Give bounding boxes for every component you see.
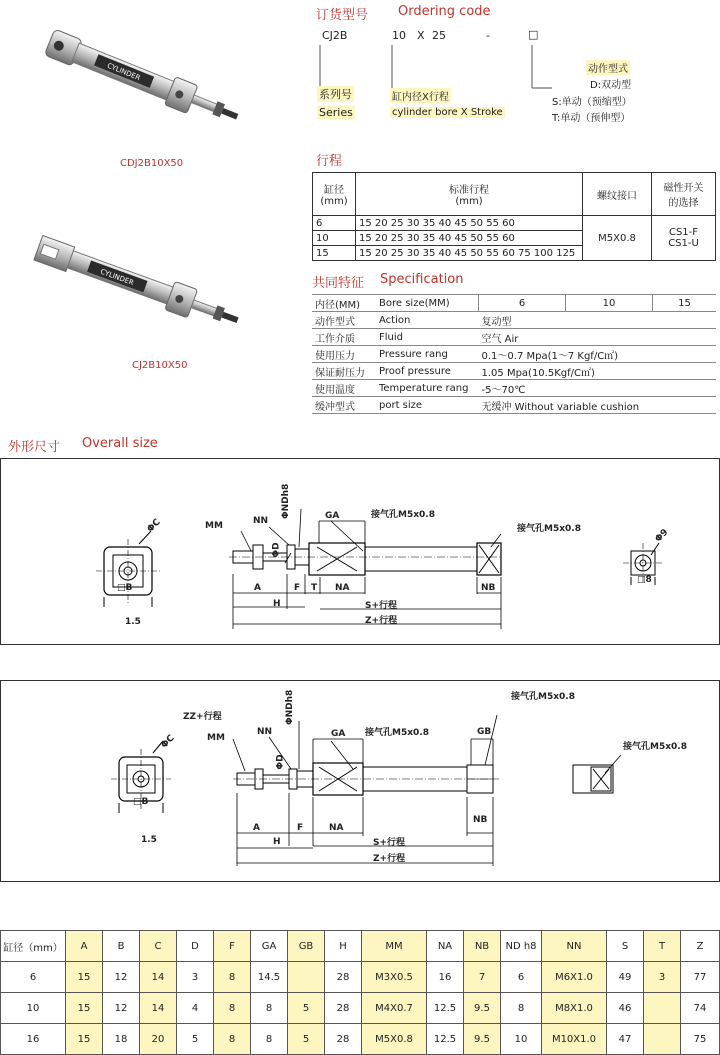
spec-en: Action <box>376 312 479 329</box>
stroke-h-switch1: 磁性开关 <box>663 183 704 194</box>
action-d: D:双动型 <box>590 80 632 91</box>
series-label-en: Series <box>319 106 353 119</box>
dims-header: NB <box>464 931 501 962</box>
dims-cell: 77 <box>681 962 720 993</box>
dim-H-2: H <box>273 837 281 847</box>
dims-cell: 6 <box>1 962 66 993</box>
dims-cell <box>288 962 325 993</box>
cylinder-side-view <box>229 543 501 575</box>
photo-caption-2: CJ2B10X50 <box>132 360 188 371</box>
dim-NN-2: NN <box>257 727 273 737</box>
spec-table <box>312 294 716 414</box>
stroke-row-strokes: 15 20 25 30 35 40 45 50 55 60 75 100 125 <box>356 246 583 261</box>
dimension-table <box>0 930 720 1055</box>
spec-en: Temperature rang <box>376 380 479 397</box>
stroke-switch2: CS1-U <box>668 238 699 249</box>
dims-cell: 46 <box>607 993 644 1024</box>
svg-text:CYLINDER: CYLINDER <box>106 61 142 83</box>
dims-cell: 9.5 <box>464 1024 501 1055</box>
dims-cell: 47 <box>607 1024 644 1055</box>
stroke-h-switch2: 的选择 <box>668 198 699 209</box>
stroke-row-bore: 10 <box>313 231 356 246</box>
dims-cell <box>644 993 681 1024</box>
spec-title-cn: 共同特征 <box>312 276 365 291</box>
dims-cell: 3 <box>644 962 681 993</box>
dims-cell: 20 <box>140 1024 177 1055</box>
dims-cell: 49 <box>607 962 644 993</box>
stroke-port: M5X0.8 <box>583 216 652 261</box>
dim-port2-2: 接气孔M5x0.8 <box>511 692 575 702</box>
dims-cell: 8 <box>214 962 251 993</box>
dim-MM-2: MM <box>207 733 225 743</box>
dim-NN: NN <box>253 516 269 526</box>
dims-row <box>1 993 720 1024</box>
dimension-lines-1 <box>233 509 501 629</box>
bore-label-cn: 缸内径X行程 <box>390 88 451 103</box>
spec-en: Fluid <box>376 329 479 346</box>
dims-cell: 12 <box>103 993 140 1024</box>
dims-cell: 8 <box>251 993 288 1024</box>
dims-header: B <box>103 931 140 962</box>
dims-header: H <box>325 931 362 962</box>
stroke-h-port: 螺纹接口 <box>583 173 652 216</box>
dim-phiC-2: ΦC <box>159 733 177 751</box>
dim-F: F <box>294 583 301 593</box>
series-label-cn: 系列号 <box>319 88 352 101</box>
dim-sq8: □8 <box>637 575 652 585</box>
dim-Z: Z+行程 <box>365 616 398 626</box>
dim-port2: 接气孔M5x0.8 <box>517 524 581 534</box>
dim-phiD: ΦD <box>271 542 282 558</box>
bore-label-en: cylinder bore X Stroke <box>392 107 503 118</box>
dim-NA-2: NA <box>329 823 344 833</box>
dims-header-row <box>1 931 720 962</box>
stroke-row-strokes: 15 20 25 30 35 40 45 50 55 60 <box>356 231 583 246</box>
stroke-row-bore: 6 <box>313 216 356 231</box>
dims-cell: 10 <box>501 1024 542 1055</box>
spec-v1: 6 <box>479 295 566 312</box>
code-dash: - <box>486 29 490 42</box>
dim-F-2: F <box>297 823 304 833</box>
dim-T: T <box>311 583 318 593</box>
action-t: T:单动（预伸型） <box>552 113 631 124</box>
dims-cell: M8X1.0 <box>542 993 607 1024</box>
spec-value: 0.1～0.7 Mpa(1～7 Kgf/C㎡) <box>479 346 717 363</box>
code-bore: 10 <box>392 29 406 42</box>
dim-NA: NA <box>335 583 350 593</box>
drawing-panel-2 <box>0 680 720 882</box>
dims-header: C <box>140 931 177 962</box>
dim-phiC: ΦC <box>145 517 163 535</box>
dims-cell: 5 <box>288 993 325 1024</box>
dims-header: NA <box>427 931 464 962</box>
dim-1-5-2: 1.5 <box>141 835 157 845</box>
stroke-h-bore: 缸径 <box>324 185 344 196</box>
dims-cell: 6 <box>501 962 542 993</box>
dim-1-5: 1.5 <box>125 617 141 627</box>
dims-cell: 8 <box>251 1024 288 1055</box>
dims-cell: 8 <box>214 1024 251 1055</box>
dims-cell: 8 <box>214 993 251 1024</box>
action-s: S:单动（预缩型） <box>552 97 632 108</box>
spec-en: port size <box>376 397 479 414</box>
dims-cell: 14 <box>140 962 177 993</box>
dim-B: □B <box>117 583 133 593</box>
dims-header: GB <box>288 931 325 962</box>
dims-header: MM <box>362 931 427 962</box>
dims-cell <box>644 1024 681 1055</box>
spec-value: 空气 Air <box>479 329 717 346</box>
product-photo-cj2b <box>20 230 260 355</box>
dim-NB: NB <box>481 583 496 593</box>
spec-value: 无缓冲 Without variable cushion <box>479 397 717 414</box>
product-photo-cdj2b <box>20 20 260 150</box>
dims-cell: 5 <box>177 1024 214 1055</box>
dim-S-2: S+行程 <box>373 838 406 848</box>
dims-header: D <box>177 931 214 962</box>
drawing-panel-1 <box>0 458 720 645</box>
dim-GA: GA <box>325 511 340 521</box>
spec-en: Pressure rang <box>376 346 479 363</box>
dims-header: NN <box>542 931 607 962</box>
dims-header: T <box>644 931 681 962</box>
ordering-title-cn: 订货型号 <box>316 8 369 23</box>
dims-header: F <box>214 931 251 962</box>
dims-cell: 12.5 <box>427 1024 464 1055</box>
dims-cell: 7 <box>464 962 501 993</box>
spec-value: 1.05 Mpa(10.5Kgf/C㎡) <box>479 363 717 380</box>
dims-cell: M5X0.8 <box>362 1024 427 1055</box>
dims-cell: M3X0.5 <box>362 962 427 993</box>
dims-cell: 18 <box>103 1024 140 1055</box>
code-x: X <box>417 29 425 42</box>
dim-S: S+行程 <box>365 601 398 611</box>
dims-cell: 14 <box>140 993 177 1024</box>
spec-cn: 保证耐压力 <box>312 363 376 380</box>
dim-GB-2: GB <box>477 727 492 737</box>
dims-cell: 15 <box>66 962 103 993</box>
dims-header: S <box>607 931 644 962</box>
spec-v2: 10 <box>566 295 653 312</box>
dims-cell: 28 <box>325 1024 362 1055</box>
spec-value: -5～70℃ <box>479 380 717 397</box>
dims-header: GA <box>251 931 288 962</box>
stroke-title: 行程 <box>316 154 343 169</box>
dims-cell: 15 <box>66 993 103 1024</box>
dim-MM: MM <box>205 521 223 531</box>
dims-cell: 9.5 <box>464 993 501 1024</box>
spec-title-en: Specification <box>380 272 464 287</box>
dims-cell: 75 <box>681 1024 720 1055</box>
spec-en: Proof pressure <box>376 363 479 380</box>
spec-cn: 工作介质 <box>312 329 376 346</box>
overall-title-en: Overall size <box>82 436 158 451</box>
code-box: □ <box>528 28 539 41</box>
overall-title-cn: 外形尺寸 <box>8 440 61 455</box>
action-title: 动作型式 <box>586 60 630 75</box>
dims-cell: 16 <box>427 962 464 993</box>
dim-port1-2: 接气孔M5x0.8 <box>365 728 429 738</box>
dim-NB-2: NB <box>473 815 488 825</box>
dims-row <box>1 962 720 993</box>
spec-cn: 内径(MM) <box>312 295 376 312</box>
spec-cn: 使用压力 <box>312 346 376 363</box>
dims-cell: 8 <box>501 993 542 1024</box>
dims-cell: 10 <box>1 993 66 1024</box>
ordering-title-en: Ordering code <box>398 4 491 19</box>
stroke-row-strokes: 15 20 25 30 35 40 45 50 55 60 <box>356 216 583 231</box>
dims-header: Z <box>681 931 720 962</box>
code-stroke: 25 <box>432 29 446 42</box>
spec-en: Bore size(MM) <box>376 295 479 312</box>
code-series: CJ2B <box>322 29 348 42</box>
dim-phiD-2: ΦD <box>275 754 286 770</box>
stroke-row-bore: 15 <box>313 246 356 261</box>
stroke-h-std: 标准行程 <box>449 185 489 196</box>
stroke-h-std-unit: (mm) <box>455 196 483 207</box>
dims-header: A <box>66 931 103 962</box>
dim-A: A <box>254 583 261 593</box>
dims-header: ND h8 <box>501 931 542 962</box>
spec-value: 复动型 <box>479 312 717 329</box>
dim-phiNDh8: ΦNDh8 <box>281 483 291 519</box>
stroke-switch1: CS1-F <box>668 227 699 238</box>
photo-caption-1: CDJ2B10X50 <box>120 158 184 169</box>
dims-cell: 74 <box>681 993 720 1024</box>
dim-GA-2: GA <box>331 729 346 739</box>
dims-cell: 4 <box>177 993 214 1024</box>
spec-cn: 使用温度 <box>312 380 376 397</box>
svg-text:CYLINDER: CYLINDER <box>99 267 135 288</box>
dims-cell: 28 <box>325 962 362 993</box>
spec-v3: 15 <box>653 295 717 312</box>
dims-cell: M6X1.0 <box>542 962 607 993</box>
dim-B-2: □B <box>133 797 149 807</box>
stroke-h-bore-unit: (mm) <box>320 196 348 207</box>
dims-cell: M4X0.7 <box>362 993 427 1024</box>
spec-cn: 缓冲型式 <box>312 397 376 414</box>
dim-phiNDh8-2: ΦNDh8 <box>285 689 295 725</box>
dims-cell: 12.5 <box>427 993 464 1024</box>
dims-cell: 14.5 <box>251 962 288 993</box>
spec-cn: 动作型式 <box>312 312 376 329</box>
dims-row <box>1 1024 720 1055</box>
dims-cell: 28 <box>325 993 362 1024</box>
dims-cell: M10X1.0 <box>542 1024 607 1055</box>
dims-cell: 3 <box>177 962 214 993</box>
dims-cell: 12 <box>103 962 140 993</box>
dim-port1: 接气孔M5x0.8 <box>371 510 435 520</box>
dim-A-2: A <box>253 823 260 833</box>
dims-cell: 16 <box>1 1024 66 1055</box>
stroke-table <box>312 172 716 261</box>
dim-port3-2: 接气孔M5x0.8 <box>623 742 687 752</box>
dim-phi9: Φ9 <box>653 527 671 545</box>
dim-H: H <box>273 599 281 609</box>
dims-cell: 5 <box>288 1024 325 1055</box>
dim-ZZ: ZZ+行程 <box>183 712 222 722</box>
dims-cell: 15 <box>66 1024 103 1055</box>
dims-header: 缸径（mm） <box>1 931 66 962</box>
dim-Z-2: Z+行程 <box>373 854 406 864</box>
end-view-left <box>96 531 161 607</box>
